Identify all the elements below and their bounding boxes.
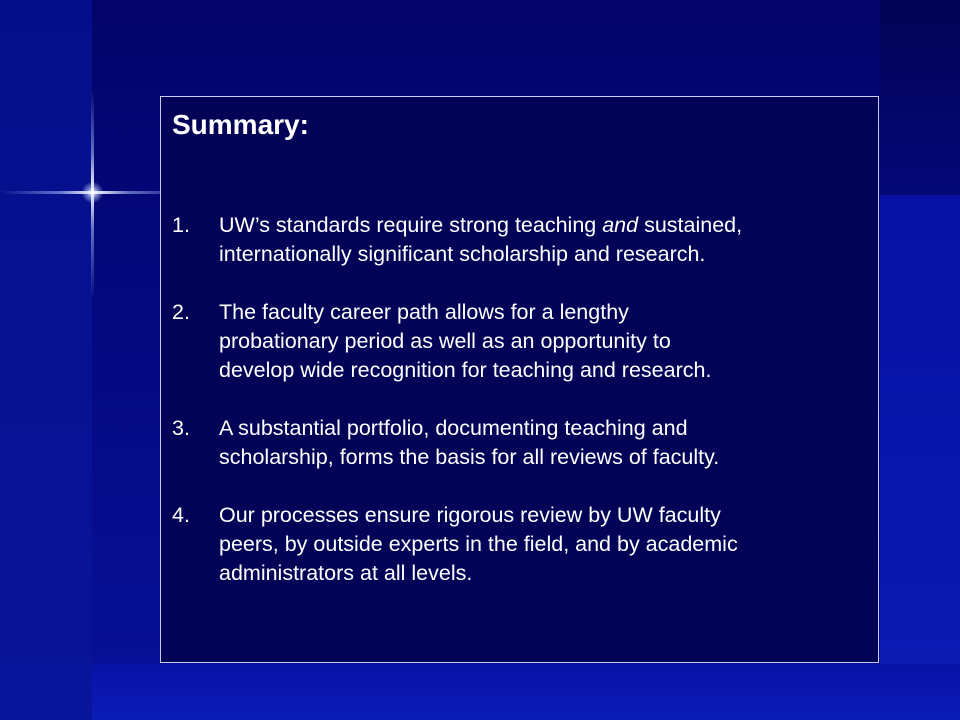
list-item-number: 2. (172, 300, 190, 324)
list-item-number: 4. (172, 503, 190, 527)
list-item-line: The faculty career path allows for a lengthy (219, 300, 629, 324)
list-item-line: scholarship, forms the basis for all reviews of faculty. (219, 445, 720, 469)
summary-list (161, 211, 873, 617)
emphasis-text: and (602, 213, 639, 237)
list-item-line: administrators at all levels. (219, 561, 473, 585)
list-item (161, 298, 873, 385)
list-item-number: 1. (172, 213, 190, 237)
background-bottom-panel (92, 664, 960, 720)
background-top-right-panel (880, 0, 960, 195)
sparkle-star-icon (82, 182, 103, 203)
list-item-line: probationary period as well as an opportunity to (219, 329, 671, 353)
list-item (161, 211, 873, 269)
summary-content-box (160, 96, 879, 663)
list-item (161, 501, 873, 588)
list-item-number: 3. (172, 416, 190, 440)
list-item-line: internationally significant scholarship and research. (219, 242, 706, 266)
list-item-line: peers, by outside experts in the field, and by academic (219, 532, 738, 556)
list-item-line: UW’s standards require strong teaching and sustained, (219, 213, 743, 237)
list-item-line: Our processes ensure rigorous review by UW faculty (219, 503, 721, 527)
background-right-lower-panel (880, 195, 960, 720)
slide-title: Summary: (172, 109, 309, 140)
list-item (161, 414, 873, 472)
list-item-line: A substantial portfolio, documenting teaching and (219, 416, 688, 440)
background-left-panel (0, 0, 92, 720)
list-item-line: develop wide recognition for teaching and research. (219, 358, 712, 382)
